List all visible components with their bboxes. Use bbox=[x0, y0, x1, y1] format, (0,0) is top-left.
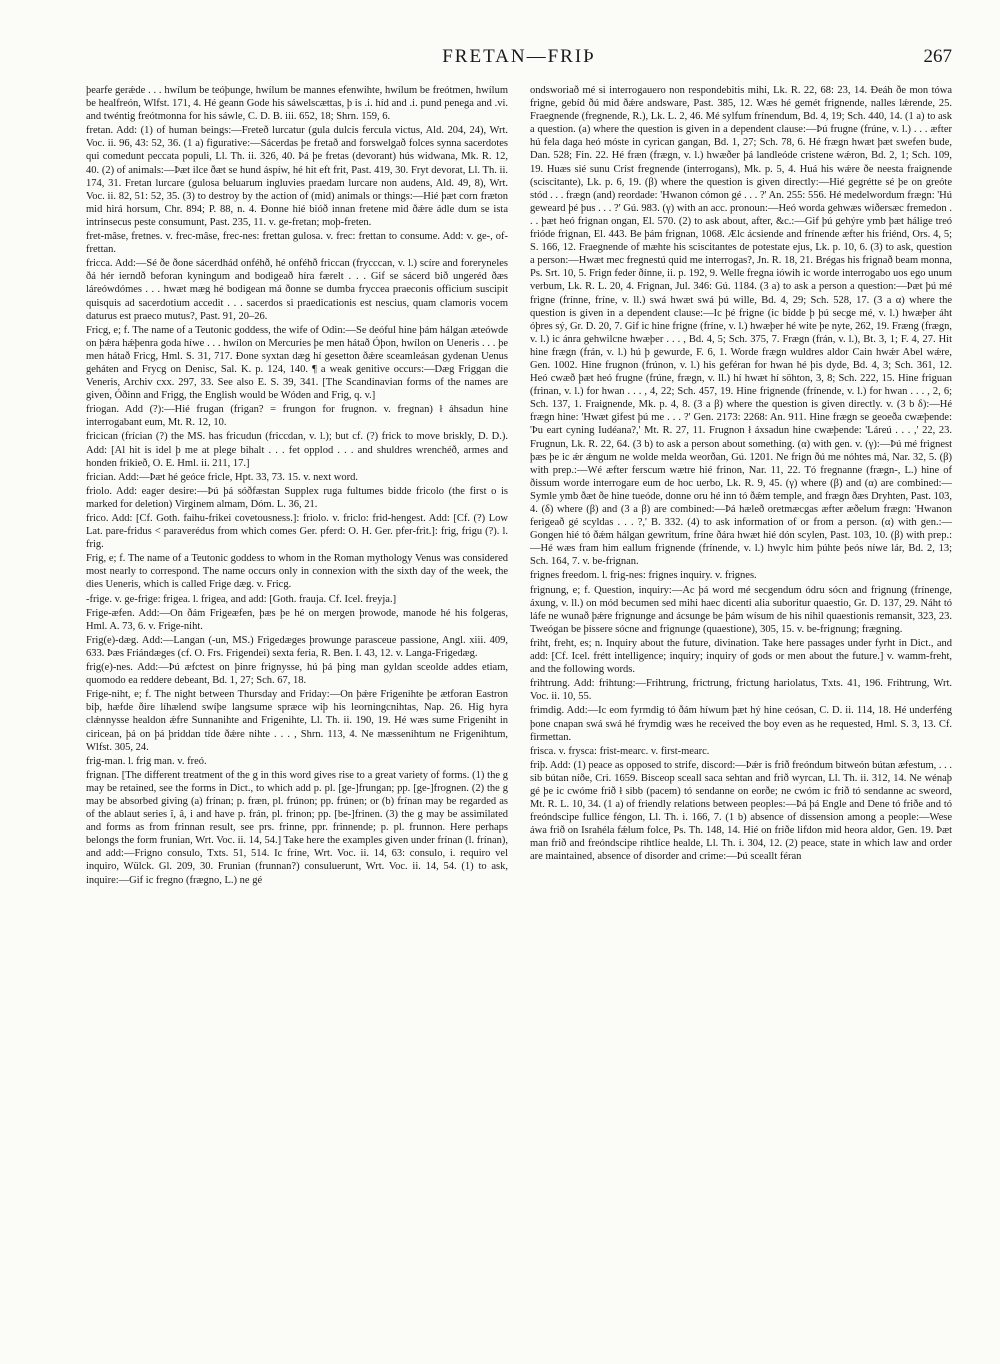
entry: frig(e)-nes. Add:—Þú æfctest on þinre frignysse, hú þá þing man gyldan sceolde addes etiam, quomodo ea reddere debeant, Bd. 1, 27; Sch. 67, 18. bbox=[86, 662, 508, 687]
entry: -frige. v. ge-frige: frigea. l. frigea, and add: [Goth. frauja. Cf. Icel. freyja.] bbox=[86, 593, 397, 605]
entry: fretan. Add: (1) of human beings:—Freteð lurcatur (gula dulcis fercula victus, Ald. 204, 24), Wrt. Voc. ii. 96, 43: 52, 36. (1 a) figurative:—Sácerdas þe fretað and forswelgað folces synna sacerdotes qui comedunt peccata populi, Ll. Th. ii. 326, 40. Þá þe fretas (devorant) hús widwana, Mk. R. 12, 40. (2) of animals:—Þæt ilce ðæt se hund áspíw, hé hit eft frit, Past. 419, 30. Fryt devorat, Ll. Th. ii. 174, 31. Fretan lurcare (gulosa beluarum ingluvies praedam lurcare non audens, Ald. 49, 8), Wrt. Voc. ii. 82, 51: 52, 35. (3) to destroy by the action of (mid) animals or things:—Hié þæt corn fræton mid hirá horsum, Chr. 894; P. 88, n. 4. Ðonne hié bióð innan fretene mid ðǽre ádle dum se ista intrinsecus peste consumunt, Past. 235, 11. v. ge-fretan; moþ-freten. bbox=[86, 125, 508, 228]
entry: Frig(e)-dæg. Add:—Langan (-un, MS.) Frigedæges þrowunge parasceue passione, Angl. xiii. 409, 633. Þæs Friándæges (cf. O. Frs. Frigendei) sexta feria, R. Ben. I. 43, 12. v. Langa-Frigedæg. bbox=[86, 634, 508, 659]
entry: friþ. Add: (1) peace as opposed to strife, discord:—Þǽr is frið freóndum bitweón bútan æfestum, . . . sib bútan níðe, Cri. 1659. Bisceop sceall saca sehtan and frið wyrcan, Ll. Th. ii. 312, 14. Ne wénaþ gé þe ic cwóme frið ł sibb (pacem) tó sendanne on eorðe; ne cwóm ic frið tó sendanne ac sweord, Mt. R. L. 10, 34. (1 a) of friendly relations between peoples:—Þá þá Engle and Dene tó friðe and tó freóndscipe fullice féngon, Ll. Th. i. 166, 7. (1 b) absence of dissension among a people:—Wese áwa frið on Israhéla fǽlum folce, Ps. Th. 148, 14. Hié on friðe lifdon mid heora aldor, Gen. 19. Þæt man frið and freóndscipe rihtlíce healde, Ll. Th. i. 304, 12. (2) peace, state in which law and order are maintained, absence of disorder and crime:—Þú sceallt féran bbox=[530, 759, 952, 863]
entry: fricican (frícian (?) the MS. has fricudun (friccdan, v. l.); but cf. (?) frick to move briskly, D. D.). Add: [Al hit is idel þ me at plege bihalt . . . fet opplod . . . and shuldres wrenchéð, armes and honden frikieð, O. E. Hml. ii. 211, 17.] bbox=[86, 431, 508, 469]
entry: fricca. Add:—Sé ðe ðone sácerdhád onféhð, hé onféhð friccan (frycccan, v. l.) scíre and foreryneles ðá hér ierndð beforan kyningum and bodigeað híra færelt . . . Gif se sácerd bið ungeréd ðæs láreówdómes . . . hwæt mæg hé bodigean má ðonne se dumba fryccea praeconis officium suscipit quisquis ad sacerdotium accedit . . . sacerdos si praedicationis est nescius, quam clamoris vocem daturus est praeco mutus?, Past. 91, 20–26. bbox=[86, 258, 508, 322]
entry: frignes freedom. l. frig-nes: frignes inquiry. v. frignes. bbox=[530, 570, 757, 582]
entry: frignan. [The different treatment of the g in this word gives rise to a great variety of forms. (1) the g may be retained, see the forms in Dict., to which add p. pl. [ge-]frungan; pp. [ge-]frognen. (2) the g may be absorbed giving (a) frínan; p. fræn, pl. frúnon; pp. frúnen; or (b) frínan may be regarded as of the ablaut series î, â, i and have p. frán, pl. frinon; pp. [be-]frinen. (3) the g may be assimilated and forms as from frinnan result, see prs. frinne, ppr. frinnende; p. pl. frunnon. Here perhaps belongs the form frunian, Wrt. Voc. ii. 14, 54.] Take here the examples given under frínan (l. frínan), and add:—Frigno consulo, Txts. 51, 514. Ic fríne, Wrt. Voc. ii. 14, 63: consulo, i. requiro vel inquiro, Wülck. Gl. 209, 30. Frunian (frunnan?) consuluerunt, Wrt. Voc. ii. 14, 54. (1) to ask, inquire:—Gif ic fregno (frægno, L.) ne gé bbox=[86, 769, 508, 886]
entry: friht, freht, es; n. Inquiry about the future, divination. Take here passages under fyrht in Dict., and add: [Cf. Icel. frétt intelligence; inquiry; inquiry of gods or men about the future.] v. wamm-freht, and the following words. bbox=[530, 637, 952, 676]
running-head bbox=[86, 46, 952, 72]
entry: frician. Add:—Þæt hé geóce fricle, Hpt. 33, 73. 15. v. next word. bbox=[86, 471, 358, 483]
page-number: 267 bbox=[923, 46, 952, 67]
entry: frisca. v. frysca: frist-mearc. v. first-mearc. bbox=[530, 745, 710, 757]
entry: frimdig. Add:—Ic eom fyrmdig tó ðám híwum þæt hý hine ceósan, C. D. ii. 114, 18. Hé underféng þone cnapan swá swá hé frymdig wæs he received the boy even as he requested, Hml. S. 3, 13. Cf. firmettan. bbox=[530, 705, 952, 743]
entry: fret-mâse, fretnes. v. frec-mâse, frec-nes: frettan gulosa. v. frec: frettan to consume. Add: v. ge-, of-frettan. bbox=[86, 231, 508, 256]
entry: frignung, e; f. Question, inquiry:—Ac þá word mé secgendum ódru sócn and frignung (frínenge, áxung, v. ll.) on mód becumen sed mihi haec dicenti alia suboritur quaestio, Gr. D. 137, 29. Náht tó láfe ne wunað þǽre frignunge and ácsunge be þám wísum de his nihil quaestionis remansit, 323, 23. Tweógan be þissere sócne and frignunge (quaestione), 305, 15. v. be-frignung; frægning. bbox=[530, 584, 952, 635]
entry: Frige-æfen. Add:—On ðám Frigeæfen, þæs þe hé on mergen þrowode, manode hé his folgeras, Hml. A. 73, 6. v. Frige-niht. bbox=[86, 607, 508, 632]
text-columns bbox=[86, 84, 952, 1344]
entry: Frige-niht, e; f. The night between Thursday and Friday:—On þǽre Frigenihte þe ætforan Eastron biþ, hæfde ðire líhælend swíþe langsume spræce wiþ his leorningcnihtas, Nap. 26. Hig hyra clǽnnysse healdon ǽfre Sunnanihte and Frigenihte, Ll. Th. ii. 190, 19. Hé wæs sume Frigeniht in ciricean, þá on þá þriddan tíde ðǽre nihte . . . , Shrn. 113, 4. Ne mæssenihtum ne Frigenihtum, Wlfst. 305, 24. bbox=[86, 689, 508, 753]
entry: frico. Add: [Cf. Goth. faihu-frikei covetousness.]: friolo. v. friclo: frid-hengest. Add: [Cf. (?) Low Lat. pare-fridus < paraverédus from which comes Ger. pferd: O. H. Ger. pfer-frit.]: frig, frigu (?). l. frig. bbox=[86, 513, 508, 551]
entry: ondsworiað mé si interrogauero non respondebitis mihi, Lk. R. 22, 68: 23, 14. Ðeáh ðe mon tówa frigne, gebíd ðú mid ðǽre andsware, Past. 385, 12. Wæs hé gemét frignende, nalles lǽrende, 25. Fraegnende (fregnende, R.), Lk. L. 2, 46. Mé sylfum frínendum, Bd. 4, 19; Sch. 440, 14. (1 a) to ask a question. (a) where the question is given in a dependent clause:—Þú frugne (frúne, v. l.) . . . æfter hú fela daga heó móste in cyrican gangan, Bd. 1, 27; Sch. 78, 6. Hé frægn hwæt þæt swefen bude, Dan. 528; Fin. 22. Hé fræn (frægn, v. l.) hwæðer þá landleóde cristene wǽron, Bd. 2, 1; Sch. 109, 19. Huæs sié sunu Críst fregnende (interrogans), Mk. p. 5, 4. Huá his wǽre ðe neesta fraignende (sciscitante), Lk. p. 6, 19. (β) where the question is given directly:—Hié gegrétte sé þe on greóte stód . . . frægn (and) reordade: 'Hwanon cómon gé . . . ?' An. 255: 556. Hé medelwordum frægn: 'Hú geweard þé þus . . . ?' Gú. 983. (γ) with an acc. pronoun:—Heó worda gehwæs wiðersæc fremedon . . . þæt heó frignan ongan, El. 570. (2) to ask about, after, &c.:—Gif þú gehýre ymb þæt hálige treó frióde frignan, El. 443. Be þám frignan, 1068. Ælc ácsiende and frínende æfter his friénd, Ors. 4, 5; S. 166, 12. Fraegnende of mæhte his sciscitantes de potestate ejus, Lk. p. 10, 6. (3) to ask, question a person:—Hwæt mec fregnestú quid me interrogas?, Jn. R. 18, 21. Brégas his frignað beam monna, Ps. Srt. 10, 5. Frign feder ðínne, ii. p. 192, 9. Welle fregna iówih ic worde interrogabo uos ego unum verbum, Lk. R. L. 20, 4. Frignan, Jul. 346: Gú. 1184. (3 a) to ask a person a question:—Þæt þú mé frigne (frínne, fríne, v. ll.) swá hwæt swá þú wille, Bd. 4, 29; Sch. 528, 17. (3 a α) where the question is given in a dependent clause:—Ic þé frigne (ic bidde þ þú secge mé, v. l.) hwæþer áht óþres sý, Gr. D. 20, 7. Gif ic hine frigne (fríne, v. l.) hwæþer hé wite þe nyte, 262, 19. Fræng (frægn, v. l.) ic ánra gehwilcne hwæþer . . . , Bd. 4, 5; Sch. 375, 7. Frægn (frán, v. l.), Bt. 3, 1; F. 4, 27. Hit hine frægn (frán, v. l.) hú þ gewurde, F. 6, 1. Worde frægn wuldres aldor Cain hwǽr Abel wǽre, Gen. 1002. Hine frugnon (frúnon, v. l.) his geféran for hwan hé þis dyde, Bd. 4, 3; Sch. 361, 12. Heó cwæð þæt heó frugne (frúne, frægn, v. ll.) hí hwæt hí söhton, 3, 8; Sch. 222, 15. Hine friguan (frinan, v. l.) for hwan . . . , 4, 22; Sch. 457, 19. Hine frignende (frínende, v. l.) for hwan . . . , 2, 6; Sch. 137, 1. Fraignende, Mk. p. 4, 8. (3 a β) where the question is given directly. v. (3 b δ):—Hé frægn hine: 'Hwæt gifest þú me . . . ?' Gen. 2173: 2268: An. 911. Hine frægn se geoeða cwæþende: 'Þu eart cyning Iudéana?,' Mt. R. 27, 11. Frugnon ł áxsadun hine cwæþende: 'Láreú . . . ,' 22, 23. Frugnun, Lk. R. 22, 64. (3 b) to ask a person about something. (α) with gen. v. (γ):—Þú mé frignest þæs þe ic ǽr ǽngum ne wolde melda weorðan, Gú. 1201. Ne frign ðú me nóhtes má, Nar. 32, 5. (β) with prep.:—Wé æfter ferscum wætre hié frinon, Nar. 11, 22. Tó fregnanne (frægn-, L.) hine of ðissum worde interrogare eum de hoc uerbo, Lk. R. 9, 45. (γ) where (β) and (α) are combined:—Symle ymb ðæt ðe hine tueóde, donne oru hé inn tó ðǽm temple, and frægn ðæs Dryhten, Past. 103, 4. (δ) where (β) and (3 a β) are combined:—Þá hæleð oretmæcgas æfter æðelum frægn: 'Hwanon ferigeað gé scyldas . . . ?,' B. 332. (4) to ask information of or from a person. (α) with gen.:—Gongen hié tó ðǽm hálgan gewritum, fríne ðára hwæt hié dón scylen, Past. 103, 10. (β) with prep.:—Hé wæs fram him eallum frignende (frínende, v. l.) hwylc him þúhte þeós níwe lár, Bd. 2, 13; Sch. 164, 7. v. be-frignan. bbox=[530, 85, 952, 568]
entry: Frig, e; f. The name of a Teutonic goddess to whom in the Roman mythology Venus was considered most nearly to correspond. The name occurs only in connexion with the sixth day of the week, the dies Ueneris, which is called Frige dæg. v. Fricg. bbox=[86, 553, 508, 591]
entry: þearfe gerǽde . . . hwílum be teóþunge, hwílum be mannes efenwihte, hwílum be freótmen, hwílum be healfreón, Wlfst. 171, 4. Hé geann Gode his sáwelscættas, þ is .i. híd and .i. pund penega and .vi. and twéntig freótmonna for his sáwle, C. D. B. iii. 652, 18; Shrn. 159, 6. bbox=[86, 85, 508, 123]
entry: friogan. Add (?):—Hié frugan (frigan? = frungon for frugnon. v. fregnan) ł áhsadun hine interrogabant eum, Mt. R. 12, 10. bbox=[86, 404, 508, 429]
entry: friolo. Add: eager desire:—Þú þá sóðfæstan Supplex ruga fultumes bidde fricolo (the first o is marked for deletion) Virginem almam, Dóm. L. 36, 21. bbox=[86, 485, 508, 510]
entry: frihtrung. Add: frihtung:—Frihtrung, frictrung, frictung hariolatus, Txts. 41, 196. Frihtrung, Wrt. Voc. ii. 10, 55. bbox=[530, 678, 952, 703]
entry: Fricg, e; f. The name of a Teutonic goddess, the wife of Odin:—Se deóful hine þám hálgan æteówde on þǽra hǽþenra goda híwe . . . hwílon on Mercuries þe men hátað Óþon, hwílon on Ueneris . . . þe men hátað Fricg, Hml. S. 31, 717. Ðone syxtan dæg hí gesetton ðǽre sceamleásan gydenan Uenus geháten and Frycg on Denisc, Sal. K. p. 124, 140. ¶ a weak genitive occurs:—Dæg Friggan die Veneris, Archiv cxx. 297, 33. See also E. S. 39, 341. [The Scandinavian forms of the names are given, Óðinn and Frigg, the English would be Wóden and Frig, q. v.] bbox=[86, 324, 508, 402]
entry: frig-man. l. frig man. v. freó. bbox=[86, 755, 207, 767]
left-column bbox=[86, 84, 508, 1344]
right-column bbox=[530, 84, 952, 1344]
page-title: FRETAN—FRIÞ bbox=[442, 46, 596, 67]
